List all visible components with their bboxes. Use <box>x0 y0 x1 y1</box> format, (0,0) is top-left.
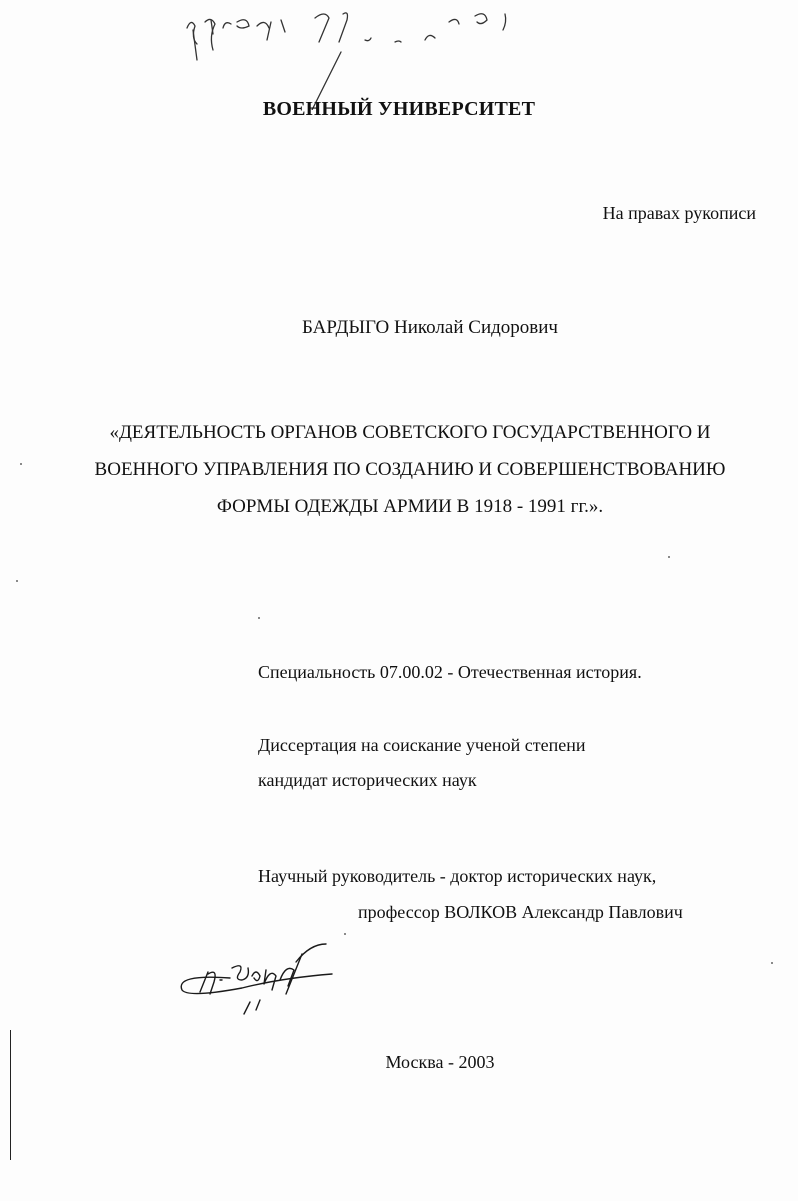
title-line: «ДЕЯТЕЛЬНОСТЬ ОРГАНОВ СОВЕТСКОГО ГОСУДАРСТВЕННОГО И <box>109 422 711 443</box>
specialty-line: Специальность 07.00.02 - Отечественная история. <box>258 662 642 682</box>
supervisor-line-2: профессор ВОЛКОВ Александр Павлович <box>358 902 683 922</box>
degree-line: Диссертация на соискание ученой степени <box>258 735 586 755</box>
title-line: ВОЕННОГО УПРАВЛЕНИЯ ПО СОЗДАНИЮ И СОВЕРШЕНСТВОВАНИЮ <box>94 459 726 480</box>
author-name: БАРДЫГО Николай Сидорович <box>302 317 558 338</box>
title-line: ФОРМЫ ОДЕЖДЫ АРМИИ В 1918 - 1991 гг.». <box>216 496 604 517</box>
degree-line: кандидат исторических наук <box>258 770 477 790</box>
scan-speck <box>344 933 346 935</box>
institution-heading: ВОЕННЫЙ УНИВЕРСИТЕТ <box>262 98 536 120</box>
handwritten-signature <box>170 940 340 1015</box>
handwritten-archive-mark <box>175 0 535 110</box>
dissertation-title <box>60 414 760 525</box>
degree-block <box>258 728 585 798</box>
scan-speck <box>668 556 670 558</box>
scan-speck <box>16 580 18 582</box>
scan-speck <box>258 617 260 619</box>
scan-margin-line <box>10 1030 11 1160</box>
scan-speck <box>771 962 773 964</box>
city-and-year: Москва - 2003 <box>385 1052 495 1072</box>
supervisor-line-1: Научный руководитель - доктор исторических наук, <box>258 866 657 886</box>
manuscript-rights-note: На правах рукописи <box>602 203 756 223</box>
scan-speck <box>20 463 22 465</box>
